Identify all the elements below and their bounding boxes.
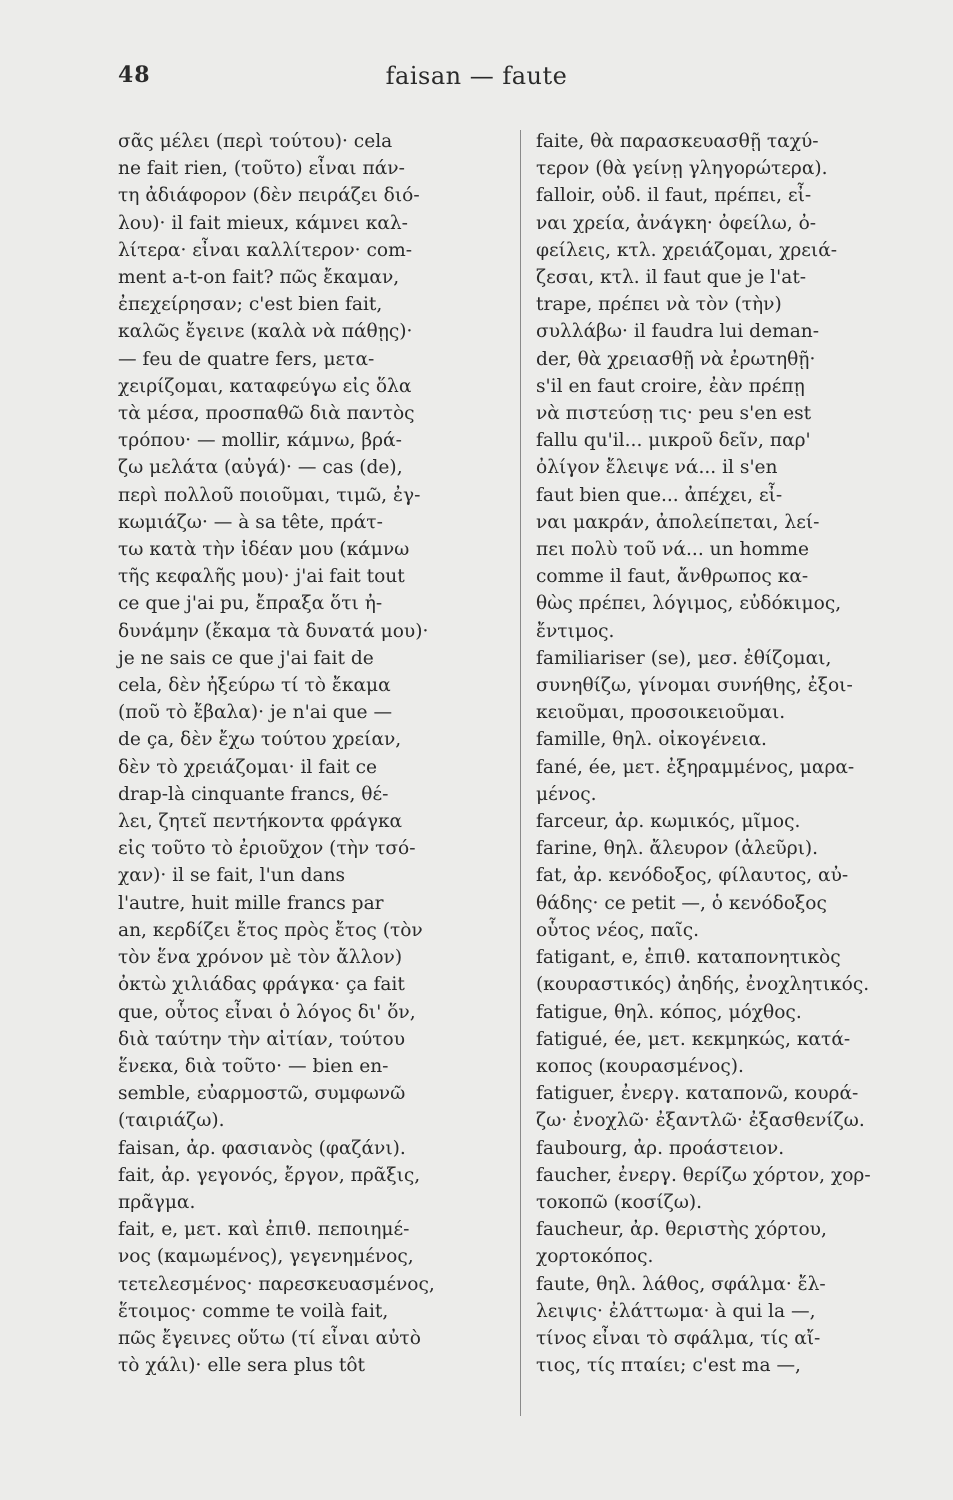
text-line: — feu de quatre fers, μετα- [118,348,375,370]
text-line: κειοῦμαι, προσοικειοῦμαι. [536,702,786,724]
text-line: νος (καμωμένος), γεγενημένος, [118,1246,414,1268]
text-line: χορτοκόπος. [536,1246,654,1268]
text-line: de ça, δὲν ἔχω τούτου χρείαν, [118,729,402,751]
text-line: τετελεσμένος· παρεσκευασμένος, [118,1273,435,1295]
text-line: ἕνεκα, διὰ τοῦτο· — bien en- [118,1055,389,1077]
text-line: semble, εὐαρμοστῶ, συμφωνῶ [118,1083,406,1105]
text-line: τὸν ἕνα χρόνον μὲ τὸν ἄλλον) [118,947,403,969]
text-line: comme il faut, ἄνθρωπος κα- [536,566,809,588]
text-line: λει, ζητεῖ πεντήκοντα φράγκα [118,811,403,833]
text-line: faucher, ἐνεργ. θερίζω χόρτον, χορ- [536,1164,871,1186]
text-line: τη ἀδιάφορον (δὲν πειράζει διό- [118,185,420,207]
text-line: faisan, ἀρ. φασιανὸς (φαζάνι). [118,1137,406,1159]
text-line: faut bien que... ἀπέχει, εἶ- [536,484,783,506]
text-line: fallu qu'il... μικροῦ δεῖν, παρ' [536,430,811,452]
text-line: κοπος (κουρασμένος). [536,1055,744,1077]
text-line: χαν)· il se fait, l'un dans [118,865,346,887]
text-line: τω κατὰ τὴν ἰδέαν μου (κάμνω [118,539,410,561]
text-line: περὶ πολλοῦ ποιοῦμαι, τιμῶ, ἐγ- [118,484,421,506]
text-line: τίνος εἶναι τὸ σφάλμα, τίς αἴ- [536,1327,821,1349]
text-line: fatigue, θηλ. κόπος, μόχθος. [536,1001,802,1023]
column-divider [520,130,521,1416]
text-line: τὸ χάλι)· elle sera plus tôt [118,1355,366,1377]
text-line: faite, θὰ παρασκευασθῇ ταχύ- [536,131,819,152]
text-line: καλῶς ἔγεινε (καλὰ νὰ πάθῃς)· [118,321,413,343]
text-line: δυνάμην (ἔκαμα τὰ δυνατά μου)· [118,620,429,642]
text-line: ζω μελάτα (αὐγά)· — cas (de), [118,457,403,479]
text-line: fait, ἀρ. γεγονός, ἔργον, πρᾶξις, [118,1164,421,1186]
text-line: ὀκτὼ χιλιάδας φράγκα· ça fait [118,974,405,996]
text-line: fatigué, ée, μετ. κεκμηκώς, κατά- [536,1028,851,1050]
text-line: ce que j'ai pu, ἔπραξα ὅτι ἠ- [118,593,383,615]
text-line: ὀλίγον ἔλειψε νά... il s'en [536,457,778,479]
text-line: ἔντιμος. [536,620,615,642]
text-line: der, θὰ χρειασθῇ νὰ ἐρωτηθῇ· [536,348,816,370]
text-line: τὰ μέσα, προσπαθῶ διὰ παντὸς [118,403,415,425]
text-line: ζεσαι, κτλ. il faut que je l'at- [536,267,807,289]
text-line: οὗτος νέος, παῖς. [536,919,700,941]
text-line: σᾶς μέλει (περὶ τούτου)· cela [118,131,393,152]
text-line: πῶς ἔγεινες οὕτω (τί εἶναι αὐτὸ [118,1327,421,1349]
text-line: fatiguer, ἐνεργ. καταπονῶ, κουρά- [536,1083,859,1105]
text-line: (ποῦ τὸ ἔβαλα)· je n'ai que — [118,702,393,724]
text-line: je ne sais ce que j'ai fait de [118,647,374,669]
text-line: drap-là cinquante francs, θέ- [118,783,389,805]
right-column [536,128,931,1379]
text-line: ναι χρεία, ἀνάγκη· ὀφείλω, ὀ- [536,212,817,234]
text-line: συλλάβω· il faudra lui deman- [536,321,820,343]
running-head: faisan — faute [385,62,568,90]
text-line: fané, ée, μετ. ἐξηραμμένος, μαρα- [536,756,855,778]
text-line: φείλεις, κτλ. χρειάζομαι, χρειά- [536,239,838,261]
text-line: farine, θηλ. ἄλευρον (ἀλεῦρι). [536,838,819,860]
text-line: faubourg, ἀρ. προάστειον. [536,1137,785,1159]
text-line: μένος. [536,783,597,805]
text-line: θὼς πρέπει, λόγιμος, εὐδόκιμος, [536,593,842,615]
text-line: ne fait rien, (τοῦτο) εἶναι πάν- [118,158,405,180]
text-line: faute, θηλ. λάθος, σφάλμα· ἔλ- [536,1273,826,1295]
text-line: διὰ ταύτην τὴν αἰτίαν, τούτου [118,1028,406,1050]
text-line: τοκοπῶ (κοσίζω). [536,1191,703,1213]
dictionary-columns [118,128,938,1428]
text-line: (κουραστικός) ἀηδής, ἐνοχλητικός. [536,974,870,996]
text-line: λου)· il fait mieux, κάμνει καλ- [118,212,408,234]
text-line: an, κερδίζει ἔτος πρὸς ἔτος (τὸν [118,919,423,941]
text-line: falloir, οὐδ. il faut, πρέπει, εἶ- [536,185,812,207]
text-line: farceur, ἀρ. κωμικός, μῖμος. [536,811,801,833]
text-line: τιος, τίς πταίει; c'est ma —, [536,1355,801,1377]
text-line: πει πολὺ τοῦ νά... un homme [536,539,809,561]
text-line: τῆς κεφαλῆς μου)· j'ai fait tout [118,566,405,588]
text-line: fait, e, μετ. καὶ ἐπιθ. πεποιημέ- [118,1219,410,1241]
text-line: νὰ πιστεύσῃ τις· peu s'en est [536,403,812,425]
text-line: familiariser (se), μεσ. ἐθίζομαι, [536,647,832,669]
text-line: συνηθίζω, γίνομαι συνήθης, ἐξοι- [536,675,853,697]
text-line: πρᾶγμα. [118,1191,196,1213]
text-line: θάδης· ce petit —, ὁ κενόδοξος [536,892,827,914]
text-line: τρόπου· — mollir, κάμνω, βρά- [118,430,402,452]
text-line: l'autre, huit mille francs par [118,892,384,914]
text-line: trape, πρέπει νὰ τὸν (τὴν) [536,294,782,316]
text-line: que, οὗτος εἶναι ὁ λόγος δι' ὅν, [118,1001,416,1023]
text-line: τερον (θὰ γείνῃ γληγορώτερα). [536,158,828,180]
text-line: ἕτοιμος· comme te voilà fait, [118,1300,389,1322]
text-line: famille, θηλ. οἰκογένεια. [536,729,767,751]
text-line: χειρίζομαι, καταφεύγω εἰς ὅλα [118,375,412,397]
text-line: εἰς τοῦτο τὸ ἐριοῦχον (τὴν τσό- [118,838,416,860]
text-line: faucheur, ἀρ. θεριστὴς χόρτου, [536,1219,827,1241]
text-line: δὲν τὸ χρειάζομαι· il fait ce [118,756,377,778]
text-line: ἐπεχείρησαν; c'est bien fait, [118,294,383,316]
text-line: ζω· ἐνοχλῶ· ἐξαντλῶ· ἐξασθενίζω. [536,1110,865,1132]
text-line: cela, δὲν ἠξεύρω τί τὸ ἔκαμα [118,675,391,697]
text-line: ment a-t-on fait? πῶς ἔκαμαν, [118,267,400,289]
text-line: fatigant, e, ἐπιθ. καταπονητικὸς [536,947,841,969]
text-line: λειψις· ἐλάττωμα· à qui la —, [536,1300,816,1322]
text-line: fat, ἀρ. κενόδοξος, φίλαυτος, αὐ- [536,865,849,887]
page-number: 48 [118,62,151,88]
text-line: κωμιάζω· — à sa tête, πράτ- [118,511,383,533]
text-line: λίτερα· εἶναι καλλίτερον· com- [118,239,413,261]
text-line: s'il en faut croire, ἐὰν πρέπῃ [536,375,805,397]
left-column [118,128,504,1379]
text-line: (ταιριάζω). [118,1110,225,1132]
text-line: ναι μακράν, ἀπολείπεται, λεί- [536,511,820,533]
